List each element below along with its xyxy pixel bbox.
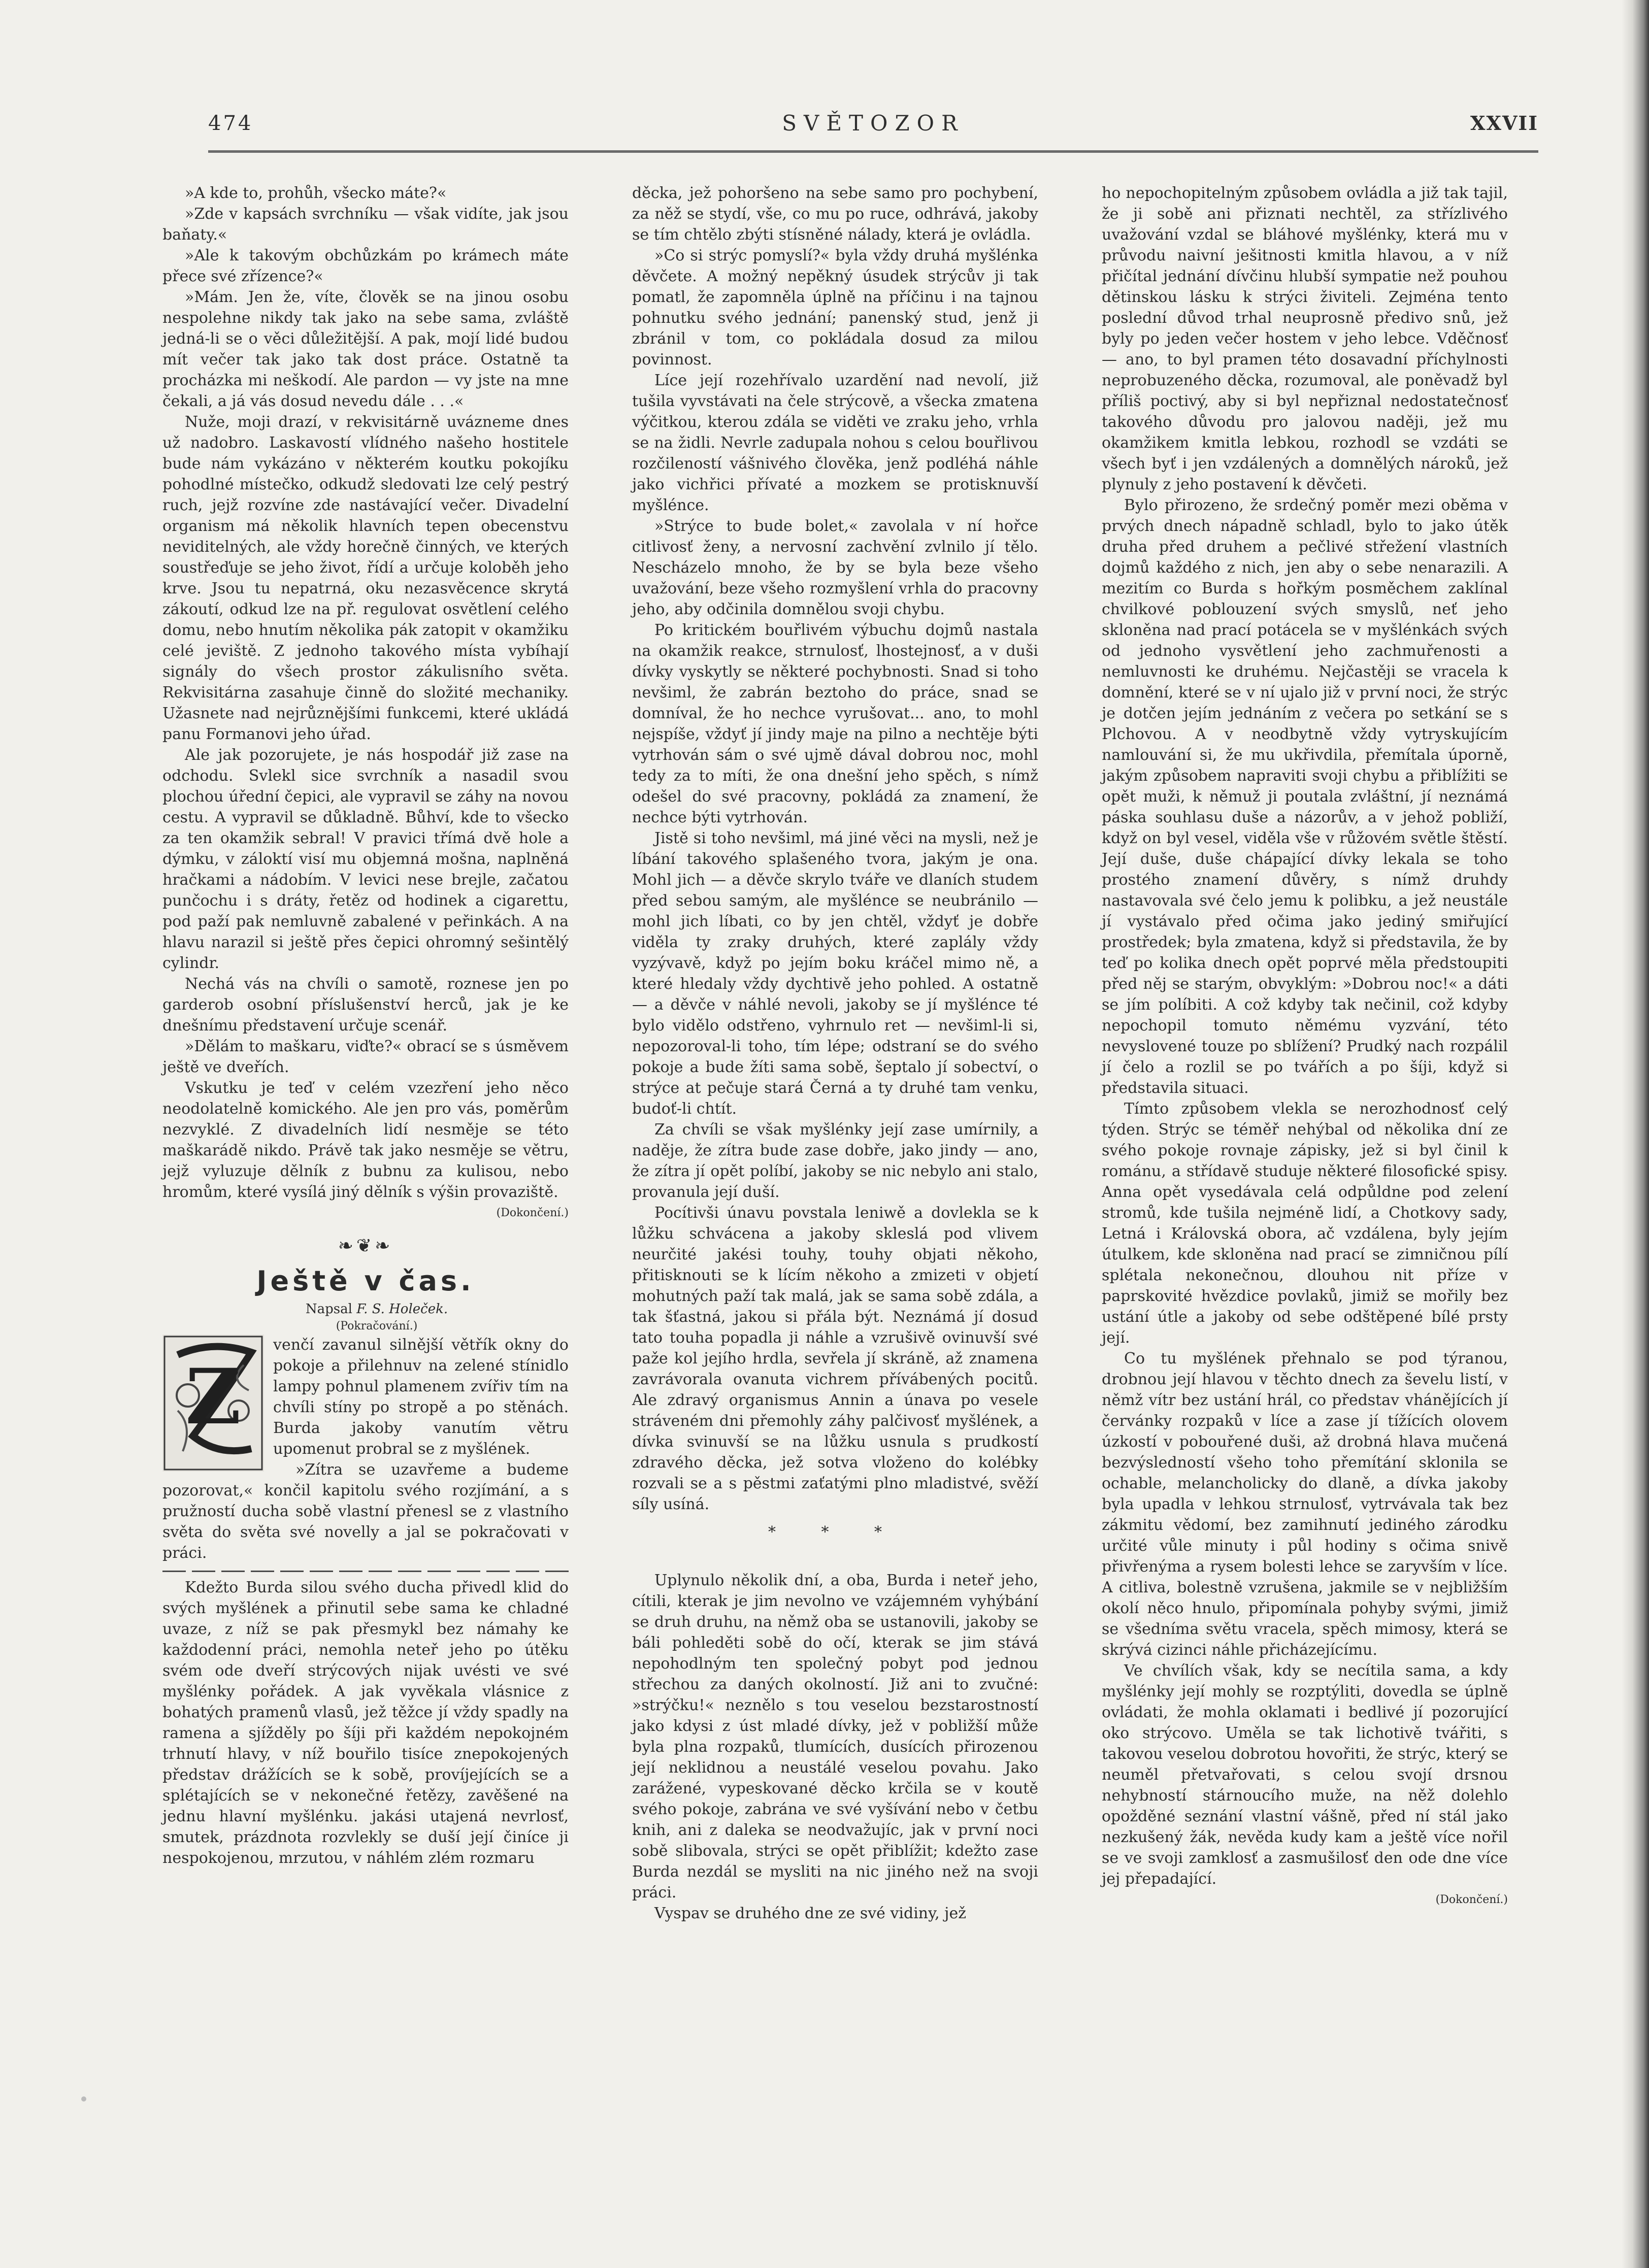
drop-cap-letter: Z bbox=[185, 1352, 241, 1442]
page-speck bbox=[81, 2096, 86, 2102]
volume-number: XXVII bbox=[1470, 112, 1538, 135]
paragraph: »Mám. Jen že, víte, člověk se na jinou osobu nespolehne nikdy tak jako na sebe sama, zvláště jedná-li se o věci důležitější. A pak, mojí lidé budou mít večer tak jako tak dost práce. Ostatně ta procházka mi neškodí. Ale pardon — vy jste na mne čekali, a já vás dosud nevedu dále . . .« bbox=[162, 288, 569, 410]
paragraph: »Strýce to bude bolet,« zavolala v ní hořce citlivosť ženy, a nervosní zachvění zvlnilo jí tělo. Nescházelo mnoho, že by se byla beze všeho uvažování, beze všeho rozmyšlení vrhla do pracovny jeho, aby odčinila domnělou svoji chybu. bbox=[632, 517, 1038, 618]
section-break-stars: * * * bbox=[768, 1523, 903, 1541]
paragraph: »Zde v kapsách svrchníku — však vidíte, jak jsou baňaty.« bbox=[162, 205, 569, 244]
paragraph: ho nepochopitelným způsobem ovládla a již tak tajil, že ji sobě ani přiznati nechtěl, za střízlivého uvažování vzdal se bláhové myšlénky, která mu v průvodu naivní ješitnosti kmitla hlavou, a v níž přičítal jednání dívčinu hlubší sympatie než pouhou dětinskou lásku k strýci živiteli. Zejména tento poslední důvod trhal neuprosně předivo snů, jež byly po jeden večer hostem v jeho lebce. Vděčnosť — ano, to byl pramen této dosavadní příchylnosti neprobuzeného děcka, rozumoval, ale poněvadž byl příliš poctivý, aby si byl nepřiznal nedostatečnosť takového důvodu pro jalovou naději, jež mu okamžikem kmitla lebkou, rozhodl se vzdáti se všech byť i jen vzdálených a domnělých nároků, jež plynuly z jeho postavení k děvčeti. bbox=[1102, 184, 1508, 493]
paragraph: Bylo přirozeno, že srdečný poměr mezi oběma v prvých dnech nápadně schladl, bylo to jako útěk druha před druhem a pečlivé střežení vlastních dojmů každého z nich, jen aby o sebe nenarazili. A mezitím co Burda s hořkým posměchem zaklínal chvilkové poblouzení svých smyslů, neť jeho skloněna nad prací potácela se v myšlénkách svých od jednoho vysvětlení jeho zachmuřenosti a nemluvnosti ke druhému. Nejčastěji se vracela k domnění, které se v ní ujalo již v první noci, že strýc je dotčen jejím jednáním z večera po setkání se s Plchovou. A v neodbytně vždy vytryskujícím namlouvání si, že mu ukřivdila, přemítala úporně, jakým způsobem napraviti svoji chybu a přiblížiti se opět muži, k němuž ji poutala zvláštní, jí neznámá páska souhlasu duše a názorův, a v jehož pobliží, když on byl vesel, viděla vše v růžovém světle štěstí. Její duše, duše chápající dívky lekala se toho prostého znamení důvěry, s nímž druhdy nastavovala své čelo jemu k polibku, a jež neustále jí vystávalo před očima jako jediný smiřující prostředek; byla zmatena, když si představila, že by teď po kolika dnech opět poprvé měla předstoupiti před něj se starým, obvyklým: »Dobrou noc!« a dáti se jím políbiti. A což kdyby tak nečinil, což kdyby nepochopil tomuto němému vyzvání, této nevyslovené touze po sblížení? Prudký nach rozpálil jí čelo a rozlil se po tvářích a po šíji, když si představila situaci. bbox=[1102, 496, 1508, 1097]
paragraph: Líce její rozehřívalo uzardění nad nevolí, již tušila vyvstávati na čele strýcově, a všecka zmatena výčitkou, kterou zdála se viděti ve zraku jeho, vrhla se na židli. Nevrle zadupala nohou s celou bouřlivou rozčileností vášnivého člověka, jenž podléhá náhle jako vichřici přívaté a mozkem se protisknuvší myšlénce. bbox=[632, 372, 1038, 514]
paragraph: Nuže, moji drazí, v rekvisitárně uvázneme dnes už nadobro. Laskavostí vlídného našeho hostitele bude nám vykázáno v některém koutku pokojíku pohodlné místečko, odkudž sledovati lze celý pestrý ruch, jejž rozvíne zde nastávající večer. Divadelní organism má několik hlavních tepen obecenstvu neviditelných, ale vždy horečně činných, ve kterých soustřeďuje se jeho život, řídí a určuje koloběh jeho krve. Jsou tu nepatrná, oku nezasvěcence skrytá zákoutí, odkud lze na př. regulovat osvětlení celého domu, nebo hnutím několika pák zatopit v okamžiku celé jeviště. Z jednoho takového místa vybíhají signály do všech prostor zákulisního světa. Rekvisitárna zasahuje činně do složité mechaniky. Užasnete nad nejrůznějšími funkcemi, které ukládá panu Formanovi jeho úřad. bbox=[162, 413, 569, 743]
paragraph: Za chvíli se však myšlénky její zase umírnily, a naděje, že zítra bude zase dobře, jako jindy — ano, že zítra jí opět políbí, jakoby se nic nebylo ani stalo, provanula její duší. bbox=[632, 1121, 1038, 1201]
byline bbox=[162, 1300, 569, 1318]
paragraph: děcka, jež pohoršeno na sebe samo pro pochybení, za něž se stydí, vše, co mu po ruce, odhrává, jakoby se tím chtělo zbýti stísněné nálady, která je ovládla. bbox=[632, 184, 1038, 244]
paragraph: »Zítra se uzavřeme a budeme pozorovat,« končil kapitolu svého rozjímání, a s pružností ducha sobě vlastní přenesl se z vlastního světa do světa své novelly a jal se pokračovati v práci. bbox=[162, 1461, 569, 1562]
column-right bbox=[1102, 183, 1508, 1910]
paragraph: »Dělám to maškaru, viďte?« obrací se s úsměvem ještě ve dveřích. bbox=[162, 1038, 569, 1076]
paragraph: Tímto způsobem vlekla se nerozhodnosť celý týden. Strýc se téměř nehýbal od několika dní ze svého pokoje rovnaje zápisky, jež si byl činil k románu, a střídavě studuje některé filosofické spisy. Anna opět vysedávala celá odpůldne pod zelení stromů, kde tušila nejméně lidí, a Chotkovy sady, Letná i Královská obora, ač vzdálena, byly jejím útulkem, kde skloněna nad prací se zimničnou pílí splétala nekonečnou, dlouhou nit příze v paprskovité hvězdice povlaků, jimiž se mořily bez ustání útle a jakoby od sebe odštěpené bílé prsty její. bbox=[1102, 1100, 1508, 1347]
paragraph: Nechá vás na chvíli o samotě, roznese jen po garderob osobní příslušenství herců, jak je ke dnešnímu představení určuje scenář. bbox=[162, 975, 569, 1035]
paragraph: Ale jak pozorujete, je nás hospodář již zase na odchodu. Svlekl sice svrchník a nasadil svou plochou úřední čepici, ale vypravil se záhy na novou cestu. A vypravil se důkladně. Bůhví, kde to všecko za ten okamžik sebral! V pravici třímá dvě hole a dýmku, v záloktí visí mu objemná mošna, naplněná hračkami a nádobím. V levici nese brejle, začatou punčochu i s dráty, řetěz od hodinek a cigarettu, pod paží pak nemluvně zabalené v peřinkách. A na hlavu narazil si ještě přes čepici ohromný sešintělý cylindr. bbox=[162, 746, 569, 972]
dash-separator bbox=[162, 1571, 569, 1572]
byline-prefix: Napsal bbox=[305, 1302, 352, 1317]
paragraph: venčí zavanul silnější větřík okny do pokoje a přilehnuv na zelené stínidlo lampy pohnul plamenem zvířiv tím na chvíli stíny po stropě a po stěnách. Burda jakoby vanutím větru upomenut probral se z myšlének. bbox=[273, 1336, 569, 1458]
paragraph: Jistě si toho nevšiml, má jiné věci na mysli, než je líbání takového splašeného tvora, jakým je ona. Mohl jich — a děvče skrylo tváře ve dlaních studem před sebou samým, ale myšlénce se neubránilo — mohl jich líbati, co by jen chtěl, vždyť je dobře viděla ty zraky druhých, které zaplály vždy vyzývavě, když po jejím boku kráčel mimo ně, a které hledaly vždy dychtivě jeho pohled. A ostatně — a děvče v náhlé nevoli, jakoby se jí myšlénce té bylo vidělo odstřeno, vyhrnulo ret — nevšiml-li si, nepozoroval-li toho, tím lépe; odstraní se do svého pokoje a bude žíti sama sobě, šeptalo jí sobectví, o strýce at pečuje stará Černá a ty druhé tam venku, budoť-li chtít. bbox=[632, 829, 1038, 1118]
header-rule bbox=[208, 150, 1538, 153]
story-opening bbox=[162, 1335, 569, 1459]
continued-note: (Pokračování.) bbox=[336, 1320, 418, 1332]
journal-title: SVĚTOZOR bbox=[782, 111, 965, 136]
paragraph: Kdežto Burda silou svého ducha přivedl klid do svých myšlének a přinutil sebe sama ke chladné uvaze, z níž se pak přesmykl bez námahy ke každodenní práci, nemohla neteř jeho po útěku svém ode dveří strýcových nijak uvésti ve své myšlénky pořádek. A jak vyvěkala vlásnice z bohatých pramenů vlasů, jež těžce jí vždy spadly na ramena a sjížděly po šíji při každém nepokojném trhnutí hlavy, v níž bouřilo tisíce znepokojených představ drážících se k sobě, províjejících se a splétajících se v nekonečné řetězy, zavěšené na jednu hlavní myšlénku. jakási utajená nevrlosť, smutek, prázdnota rozvlekly se duší její činíce ji nespokojenou, mrzutou, v náhlém zlém rozmaru bbox=[162, 1579, 569, 1867]
paragraph: Vskutku je teď v celém vzezření jeho něco neodolatelně komického. Ale jen pro vás, poměrům nezvyklé. Z divadelních lidí nesměje se této maškarádě nikdo. Právě tak jako nesměje se větru, jejž vyluzuje dělník z bubnu za kulisou, nebo hromům, které vysílá jiný dělník s výšin provaziště. bbox=[162, 1079, 569, 1201]
story-title: Ještě v čas. bbox=[256, 1265, 475, 1297]
column-left bbox=[162, 183, 569, 1869]
paragraph: Co tu myšlének přehnalo se pod týranou, drobnou její hlavou v těchto dnech za ševelu listí, v němž vítr bez ustání hrál, co představ vhánějících jí červánky rozpaků v líce a zase jí tížících olovem úzkostí v pobouřené duši, až drobná hlava mučená bezvýsledností všeho toho přemítání sklonila se ochable, melancholicky do dlaně, a dívka jakoby byla upadla v lehkou strnulosť, vytrvávala tak bez zákmitu vědomí, bez zamihnutí jediného zárodku určité vůle minuty i půl hodiny s očima snivě přivřenýma a rysem bolesti lehce se zaryvším v líce. A citliva, bolestně vzrušena, jakmile se v nejbližším okolí něco hnulo, připomínala pohyby svými, jimiž se všedníma světu vracela, spěch mimosy, která se skrývá cizinci náhle přicházejícímu. bbox=[1102, 1350, 1508, 1659]
spacer bbox=[632, 1550, 1038, 1570]
to-be-continued-note: (Dokončení.) bbox=[496, 1207, 569, 1219]
paragraph: »Co si strýc pomyslí?« byla vždy druhá myšlénka děvčete. A možný nepěkný úsudek strýcův ji tak pomatl, že zapomněla úplně na příčinu i na tajnou pohnutku svého jednání; panenský stud, jenž ji zbránil v tom, co pokládala dosud za milou povinnost. bbox=[632, 247, 1038, 369]
to-be-continued-note: (Dokončení.) bbox=[1435, 1893, 1508, 1906]
paragraph: »Ale k takovým obchůzkám po krámech máte přece své zřízence?« bbox=[162, 247, 569, 285]
page-number: 474 bbox=[208, 112, 253, 135]
page-binding-shadow bbox=[1622, 0, 1649, 2268]
paragraph: »A kde to, prohůh, všecko máte?« bbox=[185, 184, 447, 202]
column-middle bbox=[632, 183, 1038, 1924]
page-header bbox=[208, 107, 1538, 147]
paragraph: Uplynulo několik dní, a oba, Burda i neteř jeho, cítili, kterak je jim nevolno ve vzájemném vyhýbání se druh druhu, na němž oba se ustanovili, jakoby se báli pohleděti sobě do očí, kterak se jim stává nepohodlným ten společný pobyt pod jednou střechou za daných okolností. Již ani to zvučné: »strýčku!« neznělo s tou veselou bezstarostností jako kdysi z úst mladé dívky, jež v pobližší může byla plna rozpaků, tlumících, dusících přirozenou její neklidnou a neustálé veselou povahu. Jako zarážené, vypeskované děcko krčila se v koutě svého pokoje, zabrána ve své vyšívání nebo v četbu knih, ani z daleka se neodvažujíc, jak v první noci sobě slibovala, strýci se opět přiblížit; kdežto zase Burda nezdál se mysliti na nic jiného než na svoji práci. bbox=[632, 1572, 1038, 1902]
author-name: F. S. Holeček. bbox=[356, 1302, 448, 1317]
paragraph: Pocítivši únavu povstala leniwě a dovlekla se k lůžku schvácena a jakoby skleslá pod vlivem neurčité jakési touhy, touhy objati někoho, přitisknouti se k lícím někoho a zmizeti v objetí mohutných paží tak malá, jak se sama sobě zdála, a tak šťastná, jakou si přála být. Neznámá jí dosud tato touha popadla ji náhle a vzrušivě ovinuvší své paže kol jejího hrdla, sevřela jí skráně, až znamena zavrávorala ovanuta vichrem přívábených pocitů. Ale zdravý organismus Annin a únava po vesele stráveném dni přemohly záhy palčivosť myšlének, a dívka svinuvší se na lůžku usnula s prudkostí zdravého děcka, jež sotva vloženo do kolébky rozvali se a s pěstmi zaťatými plno mladistvé, svěží síly usíná. bbox=[632, 1204, 1038, 1513]
ornament-divider: ❧❦❧ bbox=[338, 1236, 393, 1256]
drop-cap-flourish-icon bbox=[162, 1335, 264, 1472]
paragraph: Ve chvílích však, kdy se necítila sama, a kdy myšlénky její mohly se rozptýliti, dovedla se úplně ovládati, že mohla oklamati i bedlivé jí pozorující oko strýcovo. Uměla se tak lichotivě tvářiti, s takovou veselou dobrotou hovořiti, že strýc, který se neuměl přetvařovati, s celou svojí drsnou nehybností stárnoucího muže, na něž dolehlo opožděné seznání vlastní vášně, před ní stál jako nezkušený žák, nevěda kudy kam a ještě více nořil se ve svoji zamklosť a zasmušilosť den ode dne více jej přepadající. bbox=[1102, 1662, 1508, 1888]
paragraph: Vyspav se druhého dne ze své vidiny, jež bbox=[654, 1905, 967, 1922]
ornamental-drop-cap bbox=[162, 1335, 264, 1472]
paragraph: Po kritickém bouřlivém výbuchu dojmů nastala na okamžik reakce, strnulosť, lhostejnosť, a v duši dívky vyskytly se některé pochybnosti. Snad si toho nevšiml, že zabrán beztoho do práce, snad se domníval, že ho nechce vyrušovat... ano, to mohl nejspíše, vždyť jí jindy maje na pilno a nechtěje býti vytrhován sám o své ujmě dával dobrou noc, mohl tedy za to míti, že ona dnešní jeho spěch, s nímž odešel do své pracovny, pokládá za znamení, že nechce býti vytrhován. bbox=[632, 621, 1038, 826]
